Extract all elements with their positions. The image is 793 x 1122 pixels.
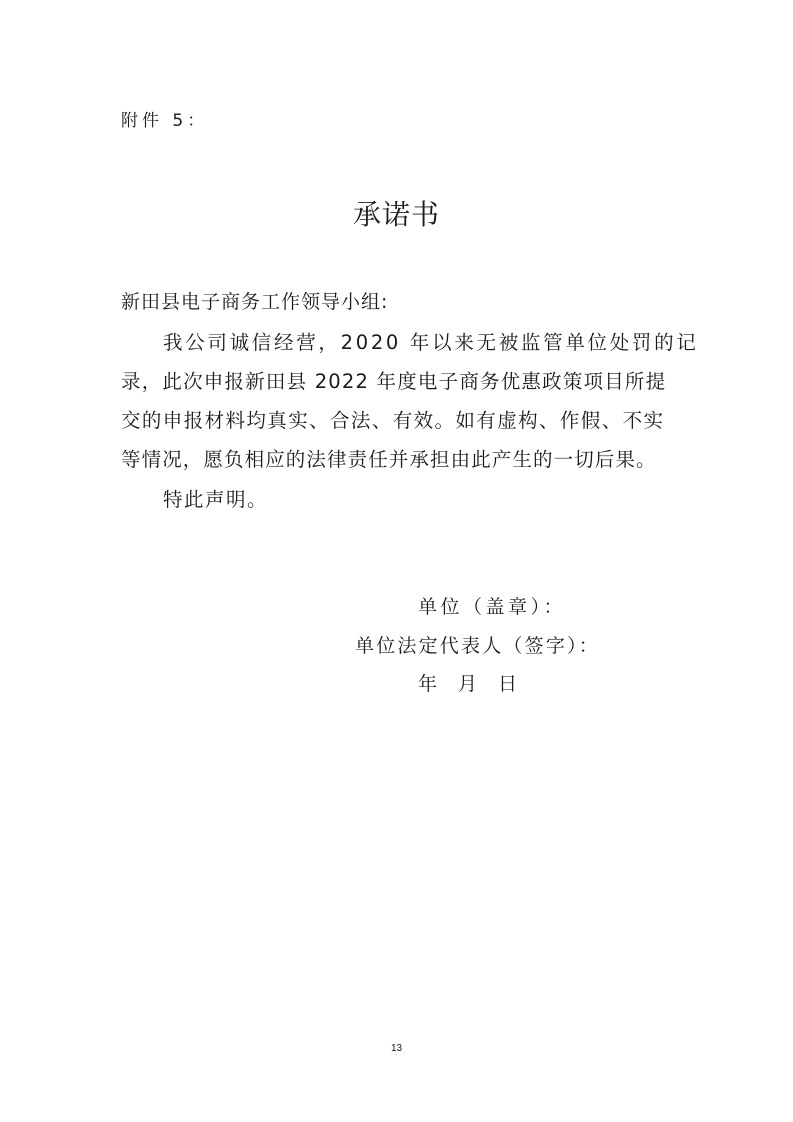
closing-statement: 特此声明。: [163, 488, 269, 511]
body-line-1: 我公司诚信经营，2020 年以来无被监管单位处罚的记: [163, 331, 699, 354]
unit-seal-line: 单位（盖章）：: [418, 596, 567, 618]
page-title: 承诺书: [352, 198, 440, 231]
body-line-2: 录，此次申报新田县 2022 年度电子商务优惠政策项目所提: [121, 370, 667, 393]
page-number: 13: [390, 1043, 403, 1054]
legal-representative-signature-line: 单位法定代表人（签字）：: [355, 635, 600, 657]
attachment-label: 附件 5：: [121, 111, 209, 131]
date-line: 年 月 日: [418, 673, 519, 695]
addressee: 新田县电子商务工作领导小组:: [121, 291, 389, 313]
body-line-3: 交的申报材料均真实、合法、有效。如有虚构、作假、不实: [121, 409, 665, 432]
body-line-4: 等情况，愿负相应的法律责任并承担由此产生的一切后果。: [121, 448, 657, 471]
